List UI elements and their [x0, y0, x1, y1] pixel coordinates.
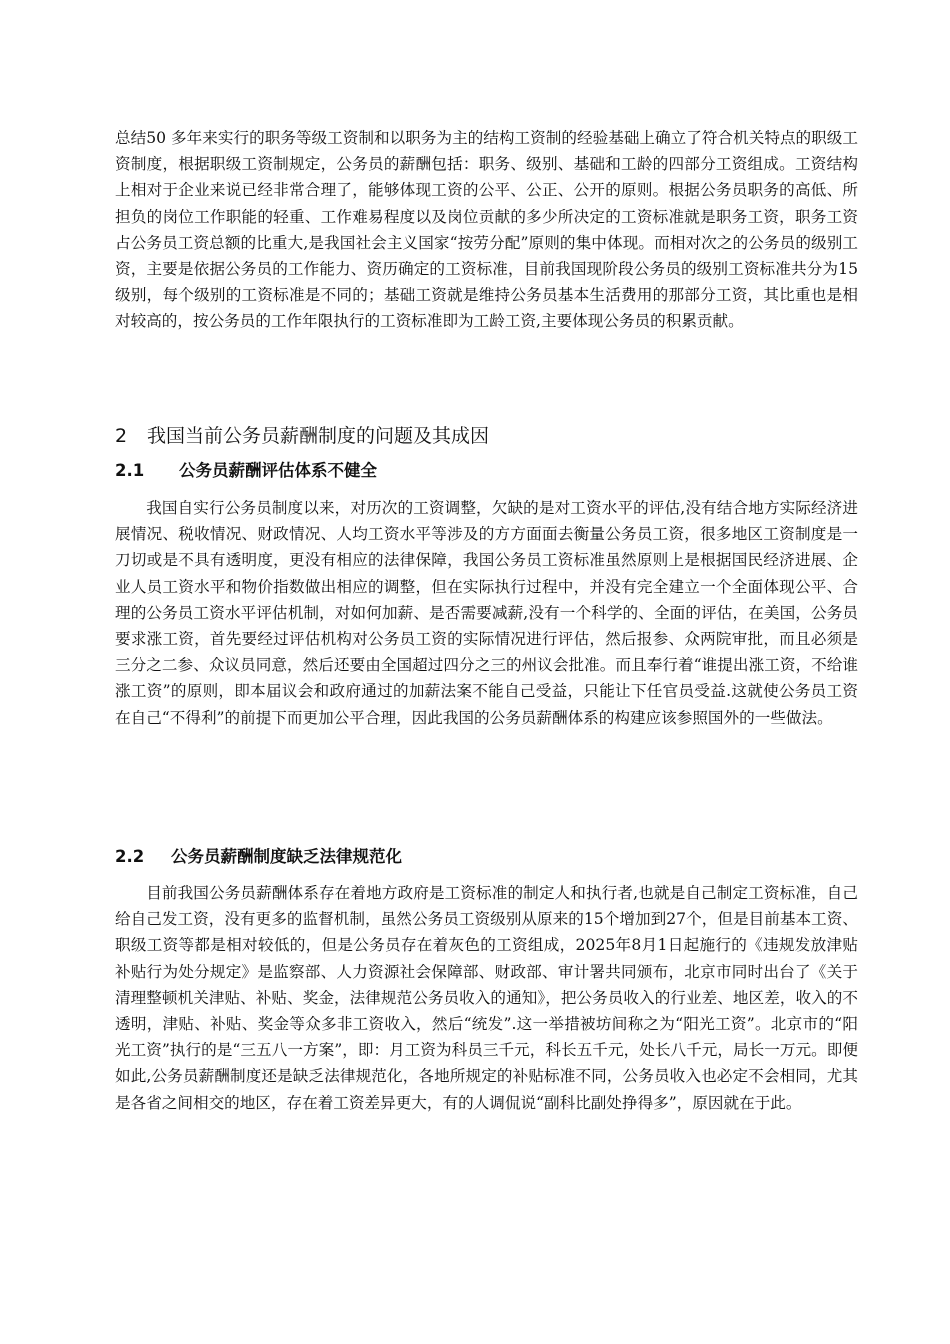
- section-2-1-paragraph: 我国自实行公务员制度以来，对历次的工资调整，欠缺的是对工资水平的评估,没有结合地方实际经济进展情况、税收情况、财政情况、人均工资水平等涉及的方方面面去衡量公务员工资，很多地区工资制度是一刀切或是不具有透明度，更没有相应的法律保障，我国公务员工资标准虽然原则上是根据国民经济进展、企业人员工资水平和物价指数做出相应的调整，但在实际执行过程中，并没有完全建立一个全面体现公平、合理的公务员工资水平评估机制，对如何加薪、是否需要减薪,没有一个科学的、全面的评估，在美国，公务员要求涨工资，首先要经过评估机构对公务员工资的实际情况进行评估，然后报参、众两院审批，而且必须是三分之二参、众议员同意，然后还要由全国超过四分之三的州议会批准。而且奉行着“谁提出涨工资，不给谁涨工资”的原则，即本届议会和政府通过的加薪法案不能自己受益，只能让下任官员受益.这就使公务员工资在自己“不得利”的前提下而更加公平合理，因此我国的公务员薪酬体系的构建应该参照国外的一些做法。: [115, 499, 858, 727]
- section-2-2-heading: [115, 845, 402, 869]
- section-2-1-number: 2.1: [115, 461, 145, 480]
- section-2-1-heading: [115, 459, 377, 483]
- section-2-number: 2: [115, 425, 128, 447]
- section-2-1-title: 公务员薪酬评估体系不健全: [179, 461, 377, 480]
- section-2-2-number: 2.2: [115, 847, 145, 866]
- section-2-title: 我国当前公务员薪酬制度的问题及其成因: [147, 425, 490, 447]
- section-2-heading: [115, 423, 489, 449]
- intro-paragraph: 总结50 多年来实行的职务等级工资制和以职务为主的结构工资制的经验基础上确立了符合机关特点的职级工资制度，根据职级工资制规定，公务员的薪酬包括：职务、级别、基础和工龄的四部分工资组成。工资结构上相对于企业来说已经非常合理了，能够体现工资的公平、公正、公开的原则。根据公务员职务的高低、所担负的岗位工作职能的轻重、工作难易程度以及岗位贡献的多少所决定的工资标准就是职务工资，职务工资占公务员工资总额的比重大,是我国社会主义国家“按劳分配”原则的集中体现。而相对次之的公务员的级别工资，主要是依据公务员的工作能力、资历确定的工资标准，目前我国现阶段公务员的级别工资标准共分为15级别，每个级别的工资标准是不同的；基础工资就是维持公务员基本生活费用的那部分工资，其比重也是相对较高的，按公务员的工作年限执行的工资标准即为工龄工资,主要体现公务员的积累贡献。: [115, 129, 858, 331]
- section-2-2-title: 公务员薪酬制度缺乏法律规范化: [171, 847, 402, 866]
- section-2-2-paragraph: 目前我国公务员薪酬体系存在着地方政府是工资标准的制定人和执行者,也就是自己制定工资标准，自己给自己发工资，没有更多的监督机制，虽然公务员工资级别从原来的15个增加到27个，但是目前基本工资、职级工资等都是相对较低的，但是公务员存在着灰色的工资组成，2025年8月1日起施行的《违规发放津贴补贴行为处分规定》是监察部、人力资源社会保障部、财政部、审计署共同颁布，北京市同时出台了《关于清理整顿机关津贴、补贴、奖金，法律规范公务员收入的通知》，把公务员收入的行业差、地区差，收入的不透明，津贴、补贴、奖金等众多非工资收入，然后“统发”.这一举措被坊间称之为“阳光工资”。北京市的“阳光工资”执行的是“三五八一方案”，即：月工资为科员三千元，科长五千元，处长八千元，局长一万元。即便如此,公务员薪酬制度还是缺乏法律规范化，各地所规定的补贴标准不同，公务员收入也必定不会相同，尤其是各省之间相交的地区，存在着工资差异更大，有的人调侃说“副科比副处挣得多”，原因就在于此。: [115, 884, 858, 1112]
